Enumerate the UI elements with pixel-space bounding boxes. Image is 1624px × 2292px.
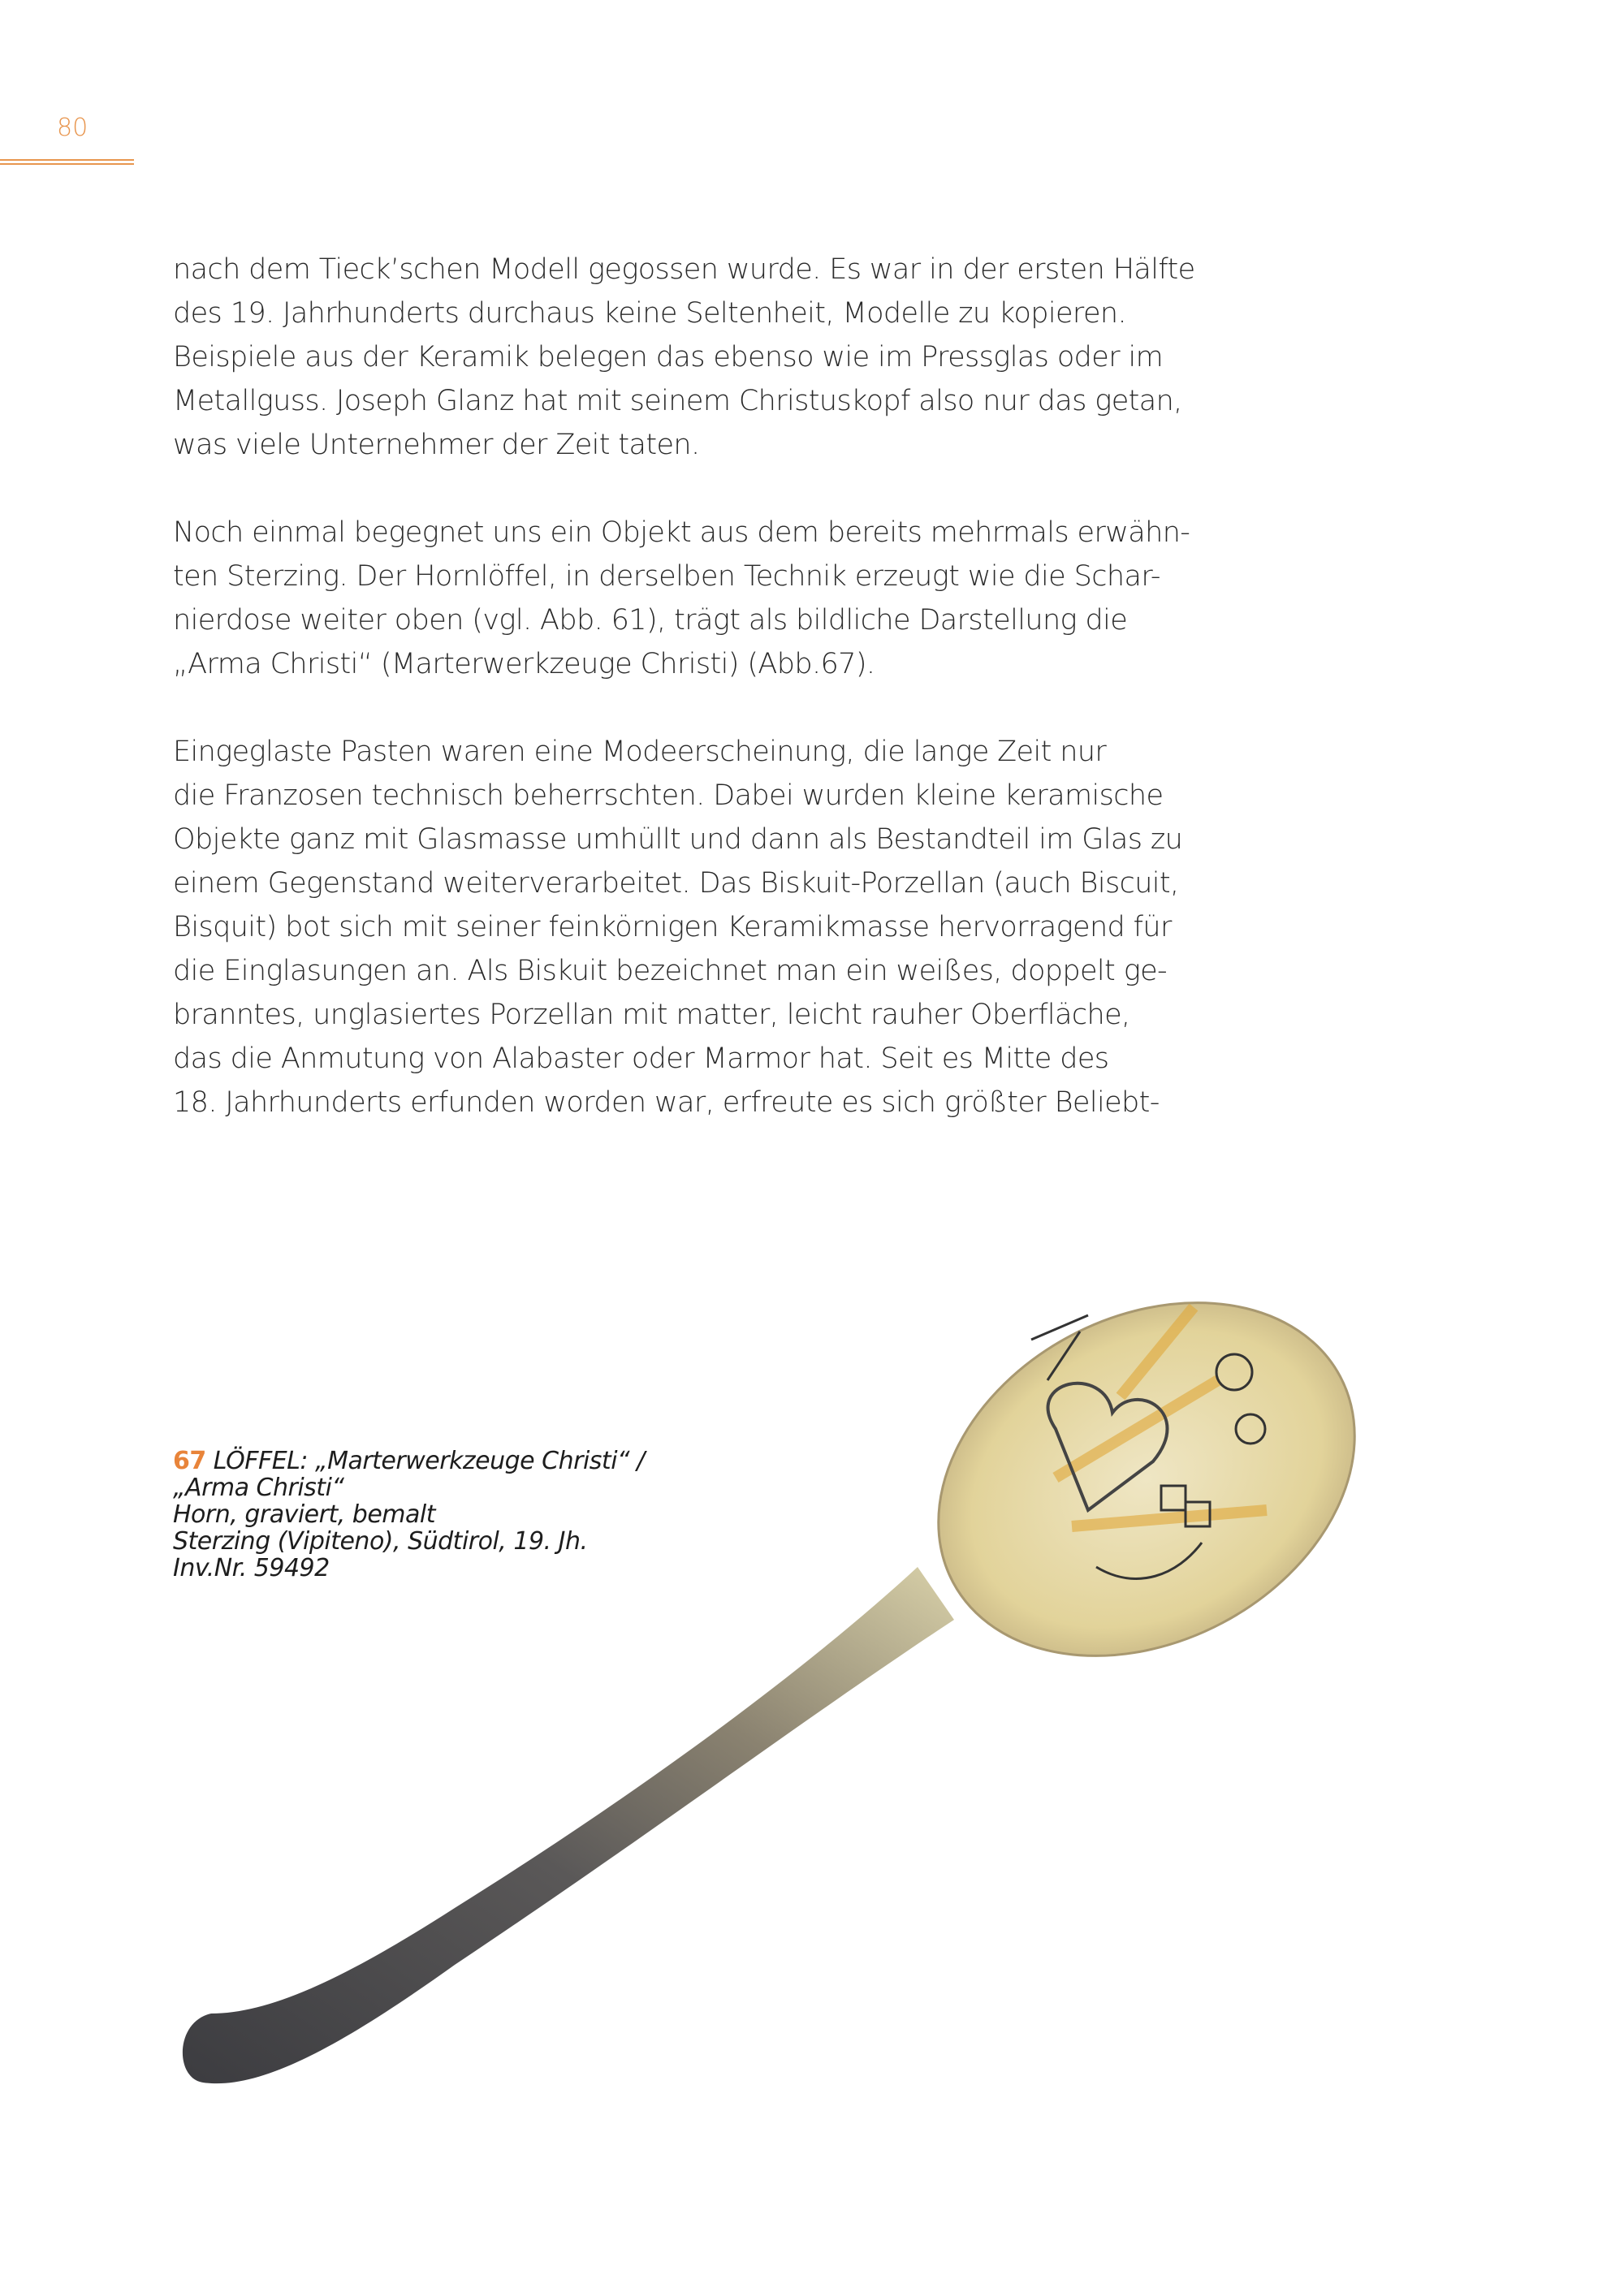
text-line: nach dem Tieck’schen Modell gegossen wurde. Es war in der ersten Hälfte: [173, 253, 1195, 286]
caption-title-line-1: [173, 1448, 645, 1474]
text-line: des 19. Jahrhunderts durchaus keine Seltenheit, Modelle zu kopieren.: [173, 297, 1126, 330]
text-line: Eingeglaste Pasten waren eine Modeerscheinung, die lange Zeit nur: [173, 736, 1107, 768]
figure-caption: [173, 1448, 645, 1582]
text-line: Noch einmal begegnet uns ein Objekt aus dem bereits mehrmals erwähn-: [173, 516, 1190, 549]
text-line: branntes, unglasiertes Porzellan mit matter, leicht rauher Oberfläche,: [173, 999, 1130, 1031]
caption-title: LÖFFEL: „Marterwerkzeuge Christi“ /: [213, 1447, 645, 1475]
text-line: 18. Jahrhunderts erfunden worden war, erfreute es sich größter Beliebt-: [173, 1086, 1160, 1119]
caption-origin: Sterzing (Vipiteno), Südtirol, 19. Jh.: [173, 1527, 588, 1556]
text-line: Bisquit) bot sich mit seiner feinkörnigen Keramikmasse hervorragend für: [173, 911, 1172, 943]
text-line: das die Anmutung von Alabaster oder Marmor hat. Seit es Mitte des: [173, 1042, 1109, 1075]
text-line: ten Sterzing. Der Hornlöffel, in derselben Technik erzeugt wie die Schar-: [173, 560, 1160, 593]
text-line: Objekte ganz mit Glasmasse umhüllt und dann als Bestandteil im Glas zu: [173, 823, 1183, 856]
text-line: was viele Unternehmer der Zeit taten.: [173, 429, 700, 461]
text-line: Metallguss. Joseph Glanz hat mit seinem Christuskopf also nur das getan,: [173, 385, 1182, 417]
spoon-handle: [183, 1567, 954, 2083]
figure-number: 67: [173, 1447, 206, 1475]
text-line: nierdose weiter oben (vgl. Abb. 61), trägt als bildliche Darstellung die: [173, 604, 1128, 637]
text-line: Beispiele aus der Keramik belegen das ebenso wie im Pressglas oder im: [173, 341, 1164, 373]
spoon-bowl: [877, 1233, 1417, 1726]
text-line: einem Gegenstand weiterverarbeitet. Das Biskuit-Porzellan (auch Biscuit,: [173, 867, 1179, 900]
caption-inventory: Inv.Nr. 59492: [173, 1554, 330, 1582]
caption-material: Horn, graviert, bemalt: [173, 1500, 436, 1529]
text-line: „Arma Christi“ (Marterwerkzeuge Christi) (Abb.67).: [173, 648, 875, 680]
text-line: die Einglasungen an. Als Biskuit bezeichnet man ein weißes, doppelt ge-: [173, 955, 1168, 987]
text-line: die Franzosen technisch beherrschten. Dabei wurden kleine keramische: [173, 779, 1164, 812]
page-number: 80: [57, 114, 89, 142]
caption-title-line-2: „Arma Christi“: [173, 1474, 344, 1502]
